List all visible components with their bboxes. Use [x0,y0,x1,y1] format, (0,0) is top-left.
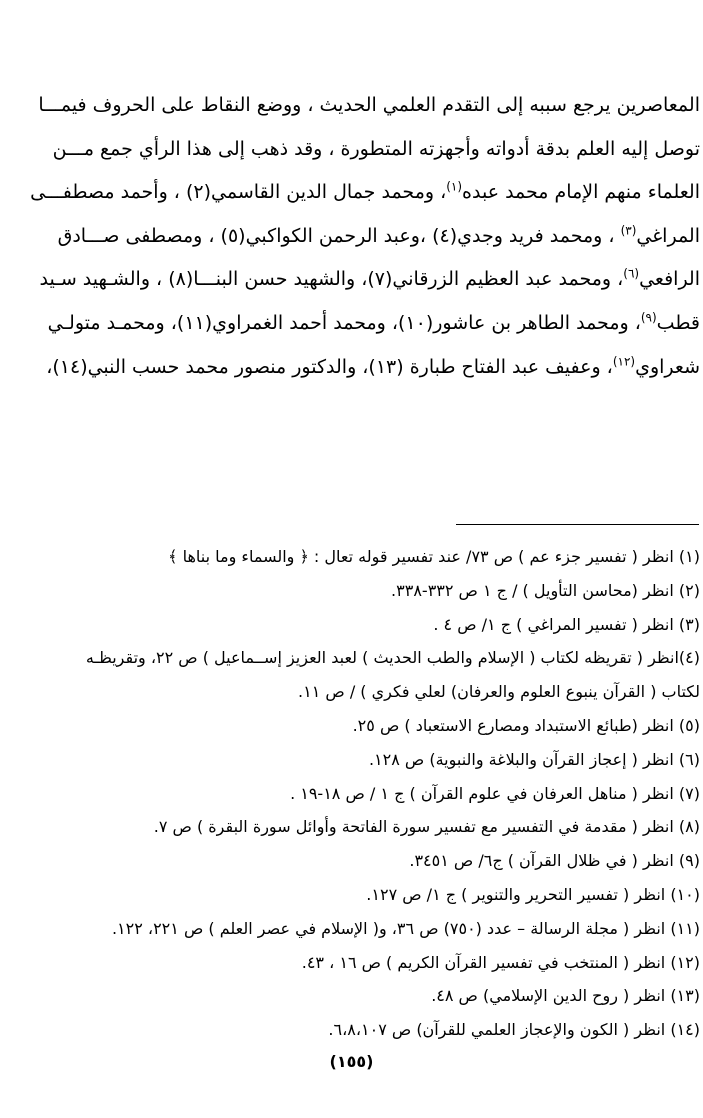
footnote: (٢) انظر (محاسن التأويل ) / ج ١ ص ٣٣٢-٣٣٨. [391,580,700,600]
footnote: (٧) انظر ( مناهل العرفان في علوم القرآن ) ج ١ / ص ١٨-١٩ . [290,783,700,803]
footnote-ref: (٦) [623,267,640,282]
body-line: المراغي$^{(٣)}$ ، ومحمد فريد وجدي(٤) ،وعبد الرحمن الكواكبي(٥) ، ومصطفى صـــادق [57,223,700,247]
footnote: (٦) انظر ( إعجاز القرآن والبلاغة والنبوية) ص ١٢٨. [368,749,700,769]
footnote: (٤)انظر ( تقريظه لكتاب ( الإسلام والطب الحديث ) لعبد العزيز إســماعيل ) ص ٢٢، وتقريظـه [85,648,700,668]
footnote: (٥) انظر (طبائع الاستبداد ومصارع الاستعباد ) ص ٢٥. [352,715,700,735]
footnote: (٨) انظر ( مقدمة في التفسير مع تفسير سورة الفاتحة وأوائل سورة البقرة ) ص ٧. [153,817,700,837]
body-line: توصل إليه العلم بدقة أدواته وأجهزته المتطورة ، وقد ذهب إلى هذا الرأي جمع مـــن [52,137,700,160]
footnote: (١٣) انظر ( روح الدين الإسلامي) ص ٤٨. [431,986,700,1006]
footnote-ref: (١٢) [612,354,636,369]
footnote-ref: (٩) [640,310,657,325]
footnote: (٣) انظر ( تفسير المراغي ) ج ١/ ص ٤ . [433,614,700,634]
footnote-separator [456,524,699,525]
footnote-ref: (١) [446,179,463,194]
footnotes [40,540,700,1047]
footnote: (١٢) انظر ( المنتخب في تفسير القرآن الكريم ) ص ١٦ ، ٤٣. [301,952,700,972]
footnote-ref: (٣) [620,223,637,238]
footnote: (١٤) انظر ( الكون والإعجاز العلمي للقرآن) ص ٦،٨،١٠٧. [328,1020,700,1040]
page-number: (١٥٥) [329,1052,374,1071]
footnote: (١) انظر ( تفسير جزء عم ) ص ٧٣/ عند تفسير قوله تعال : ﴿ والسماء وما بناها ﴾ [168,547,700,566]
footnote: (١١) انظر ( مجلة الرسالة – عدد (٧٥٠) ص ٣٦، و( الإسلام في عصر العلم ) ص ٢٢١، ١٢٢. [111,918,700,938]
footnote: لكتاب ( القرآن ينبوع العلوم والعرفان) لعلي فكري ) / ص ١١. [298,682,700,702]
main-body-text [30,84,700,389]
body-line: شعراوي$^{(١٢)}$، وعفيف عبد الفتاح طبارة (١٣)، والدكتور منصور محمد حسب النبي(١٤)، [46,354,700,378]
body-line: الرافعي$^{(٦)}$، ومحمد عبد العظيم الزرقاني(٧)، والشهيد حسن البنـــا(٨) ، والشـهيد سـيد [39,267,700,291]
footnote: (٩) انظر ( في ظلال القرآن ) ج٦/ ص ٣٤٥١. [409,851,700,871]
body-line: قطب$^{(٩)}$، ومحمد الطاهر بن عاشور(١٠)، ومحمد أحمد الغمراوي(١١)، ومحمـد متولـي [47,310,700,334]
footnote: (١٠) انظر ( تفسير التحرير والتنوير ) ج ١/ ص ١٢٧. [366,884,700,904]
body-line: المعاصرين يرجع سببه إلى التقدم العلمي الحديث ، ووضع النقاط على الحروف فيمـــا [38,94,700,116]
body-line: العلماء منهم الإمام محمد عبده$^{(١)}$، ومحمد جمال الدين القاسمي(٢) ، وأحمد مصطفـــى [30,179,700,204]
